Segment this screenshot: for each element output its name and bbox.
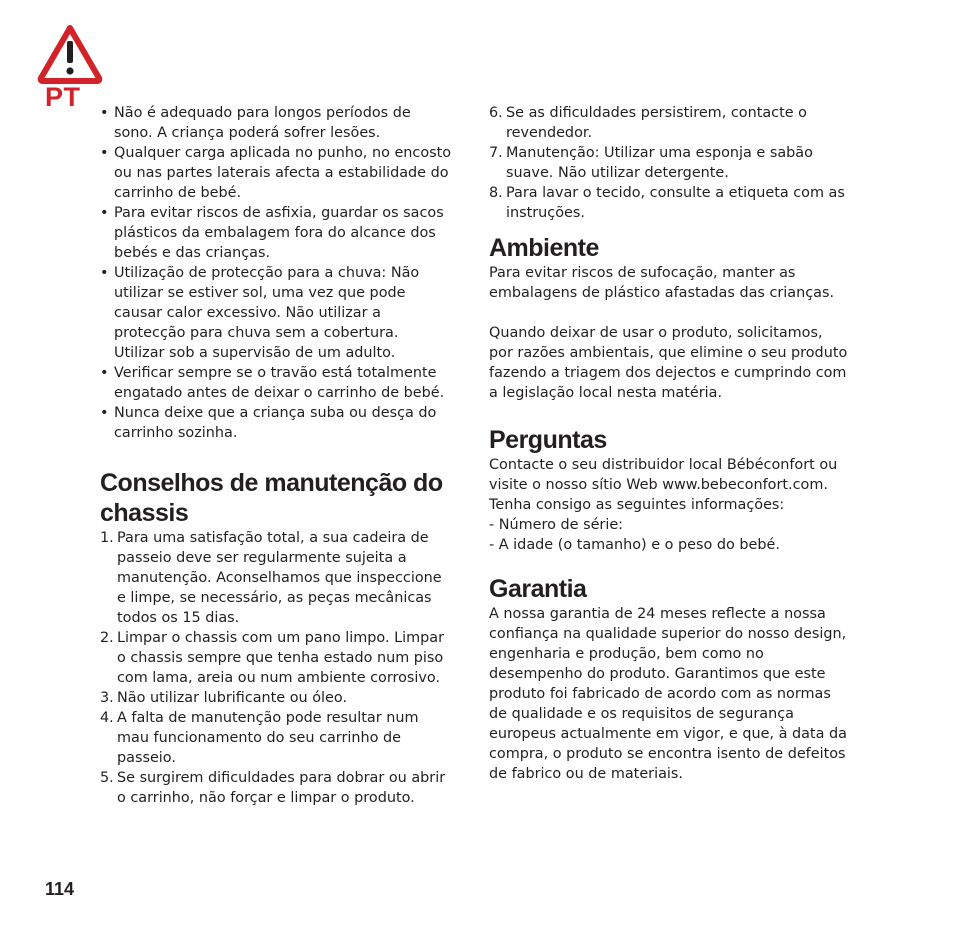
garantia-heading: Garantia [489,575,587,603]
list-item-text: Não utilizar lubrificante ou óleo. [117,690,348,706]
right-column [489,103,849,784]
list-item: 2. Limpar o chassis com um pano limpo. Limpar o chassis sempre que tenha estado num piso com lama, areia ou num ambiente corrosivo. [100,630,445,686]
language-code: PT [45,82,81,112]
list-item-text: Qualquer carga aplicada no punho, no encosto ou nas partes laterais afecta a estabilidade do carrinho de bebé. [114,145,452,201]
list-item: 6. Se as dificuldades persistirem, contacte o revendedor. [489,105,807,141]
list-item-text: A falta de manutenção pode resultar num mau funcionamento do seu carrinho de passeio. [117,710,419,766]
list-item: • Não é adequado para longos períodos de sono. A criança poderá sofrer lesões. [100,105,411,141]
perguntas-item: - Número de série: [489,517,624,533]
perguntas-heading: Perguntas [489,426,607,454]
warning-triangle-icon [37,24,103,84]
ambiente-paragraph: Para evitar riscos de sufocação, manter as embalagens de plástico afastadas das crianças. [489,265,835,301]
list-item: 1. Para uma satisfação total, a sua cadeira de passeio deve ser regularmente sujeita a manutenção. Aconselhamos que inspeccione e limpe, se necessário, as peças mecânicas todos os 15 dias. [100,530,442,626]
garantia-paragraph: A nossa garantia de 24 meses reflecte a nossa confiança na qualidade superior do nosso design, engenharia e produção, bem como no desempenho do produto. Garantimos que este produto foi fabricado de acordo com as normas de qualidade e os requisitos de segurança europeus actualmente em vigor, e que, à data da compra, o produto se encontra isento de defeitos de fabrico ou de materiais. [489,606,847,782]
list-item: • Qualquer carga aplicada no punho, no encosto ou nas partes laterais afecta a estabilidade do carrinho de bebé. [100,145,452,201]
list-item-text: Verificar sempre se o travão está totalmente engatado antes de deixar o carrinho de bebé. [114,365,445,401]
list-item: • Para evitar riscos de asfixia, guardar os sacos plásticos da embalagem fora do alcance dos bebés e das crianças. [100,205,444,261]
maintenance-heading: Conselhos de manutenção do chassis [100,469,443,527]
maintenance-list-continued [489,103,849,223]
safety-bullet-list [100,103,452,443]
ambiente-heading: Ambiente [489,234,599,262]
list-item: 4. A falta de manutenção pode resultar num mau funcionamento do seu carrinho de passeio. [100,710,419,766]
list-item: 7. Manutenção: Utilizar uma esponja e sabão suave. Não utilizar detergente. [489,145,813,181]
list-item-text: Para uma satisfação total, a sua cadeira de passeio deve ser regularmente sujeita a manutenção. Aconselhamos que inspeccione e limpe, se necessário, as peças mecânicas todos os 15 dias. [117,530,442,626]
list-item: 8. Para lavar o tecido, consulte a etiqueta com as instruções. [489,185,845,221]
maintenance-list [100,528,452,808]
perguntas-item: - A idade (o tamanho) e o peso do bebé. [489,537,780,553]
list-item-text: Para lavar o tecido, consulte a etiqueta com as instruções. [506,185,845,221]
list-item-text: Manutenção: Utilizar uma esponja e sabão suave. Não utilizar detergente. [506,145,813,181]
perguntas-paragraph: Contacte o seu distribuidor local Bébéconfort ou visite o nosso sítio Web www.bebeconfort.com. Tenha consigo as seguintes informações: [489,457,838,513]
list-item: 3. Não utilizar lubrificante ou óleo. [100,690,348,706]
list-item: • Utilização de protecção para a chuva: Não utilizar se estiver sol, uma vez que pode causar calor excessivo. Não utilizar a protecção para chuva sem a cobertura. Utilizar sob a supervisão de um adulto. [100,265,420,361]
list-item-text: Utilização de protecção para a chuva: Não utilizar se estiver sol, uma vez que pode causar calor excessivo. Não utilizar a protecção para chuva sem a cobertura. Utilizar sob a supervisão de um adulto. [114,265,420,361]
list-item: • Nunca deixe que a criança suba ou desça do carrinho sozinha. [100,405,437,441]
list-item: 5. Se surgirem dificuldades para dobrar ou abrir o carrinho, não forçar e limpar o produto. [100,770,446,806]
list-item-text: Se as dificuldades persistirem, contacte o revendedor. [506,105,807,141]
list-item-text: Não é adequado para longos períodos de sono. A criança poderá sofrer lesões. [114,105,411,141]
list-item-text: Para evitar riscos de asfixia, guardar os sacos plásticos da embalagem fora do alcance dos bebés e das crianças. [114,205,444,261]
ambiente-paragraph: Quando deixar de usar o produto, solicitamos, por razões ambientais, que elimine o seu produto fazendo a triagem dos dejectos e cumprindo com a legislação local nesta matéria. [489,325,848,401]
list-item-text: Nunca deixe que a criança suba ou desça do carrinho sozinha. [114,405,437,441]
list-item-text: Se surgirem dificuldades para dobrar ou abrir o carrinho, não forçar e limpar o produto. [117,770,446,806]
list-item: • Verificar sempre se o travão está totalmente engatado antes de deixar o carrinho de bebé. [100,365,445,401]
list-item-text: Limpar o chassis com um pano limpo. Limpar o chassis sempre que tenha estado num piso com lama, areia ou num ambiente corrosivo. [117,630,445,686]
left-column [100,103,452,808]
page-number: 114 [45,879,75,899]
